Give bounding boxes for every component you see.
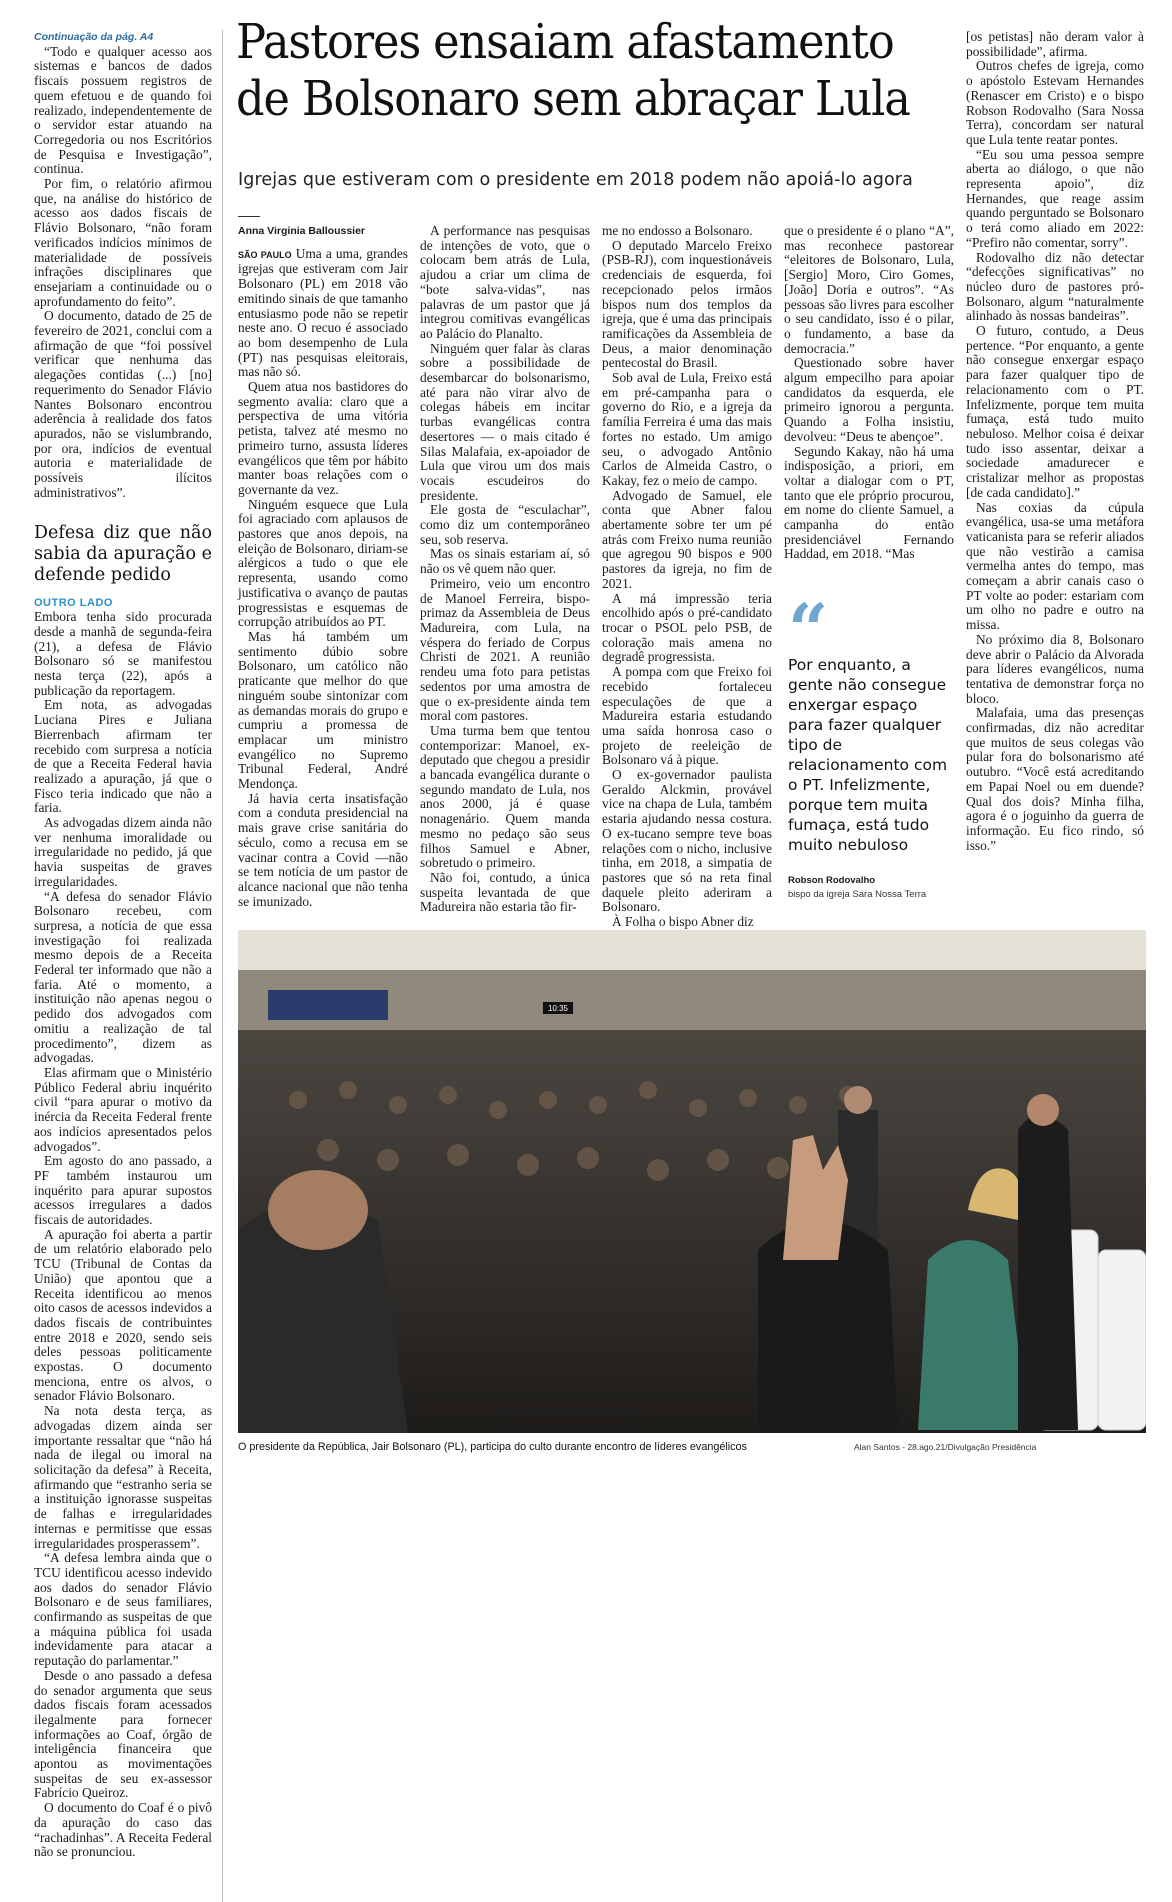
- paragraph: me no endosso a Bolsonaro.: [602, 223, 753, 238]
- photo-illustration: [238, 930, 1146, 1433]
- headline-line-2: de Bolsonaro sem abraçar Lula: [236, 71, 910, 127]
- paragraph: A pompa com que Freixo foi recebido fortaleceu especulações de que a Madureira estaria estudando uma saída honrosa caso o projeto de reeleição de Bolsonaro vá à pique.: [602, 664, 772, 768]
- paragraph: Outros chefes de igreja, como o apóstolo Estevam Hernandes (Renascer em Cristo) e o bispo Robson Rodovalho (Sara Nossa Terra), concordam ser natural que Lula tente reatar pontes.: [966, 58, 1144, 147]
- article-column-3: [602, 224, 772, 930]
- paragraph: Não foi, contudo, a única suspeita levantada de que Madureira não estaria tão fir-: [420, 869, 590, 915]
- paragraph: Segundo Kakay, não há uma indisposição, a priori, em voltar a dialogar com o PT, tanto que ele próprio procurou, em nome do cliente Samuel, a campanha do então presidenciável Fernando Haddad, em 2018. “Mas: [784, 443, 954, 562]
- article-column-1: [238, 224, 408, 909]
- paragraph: O documento, datado de 25 de fevereiro de 2021, conclui com a afirmação de que “foi possível verificar que nenhuma das alegações contidas (...) [no] requerimento do Senador Flávio Nantes Bolsonaro encontrou aderência à realidade dos fatos apurados, não se vislumbrando, por ora, indícios de eventual autoria e materialidade de possíveis ilícitos administrativos”.: [34, 308, 212, 500]
- paragraph: Questionado sobre haver algum empecilho para apoiar candidatos da esquerda, ele primeiro ignorou a pergunta. Quando a Folha insistiu, devolveu: “Deus te abençoe”.: [784, 355, 954, 444]
- paragraph: Ninguém esquece que Lula foi agraciado com aplausos de pastores que anos depois, na eleição de Bolsonaro, diriam-se alérgicos a tudo o que ele representa, usando como justificativa o avanço de pautas progressistas e esquemas de corrupção atribuídos ao PT.: [238, 496, 408, 630]
- byline-rule: [238, 216, 260, 217]
- paragraph: “Todo e qualquer acesso aos sistemas e bancos de dados fiscais possuem registros de quem efetuou e de quando foi realizado, independentemente de o servidor estar atuando na Corregedoria ou nos Escritórios de Pesquisa e Investigação”, continua.: [34, 43, 212, 177]
- pull-quote: Por enquanto, a gente não consegue enxergar espaço para fazer qualquer tipo de relacionamento com o PT. Infelizmente, porque tem muita fumaça, está tudo muito nebuloso: [788, 656, 948, 854]
- paragraph: “Eu sou uma pessoa sempre aberta ao diálogo, o que não representa apoio”, diz Hernandes, que reage assim quando perguntado se Bolsonaro o terá como aliado em 2022: “Prefiro não comentar, sorry”.: [966, 146, 1144, 250]
- photo-credit: Alan Santos - 28.ago.21/Divulgação Presidência: [854, 1442, 1037, 1452]
- paragraph: Mas há também um sentimento dúbio sobre Bolsonaro, um católico não praticante que melhor do que ninguém soube sintonizar com as demandas morais do grupo e cumpriu a promessa de emplacar um ministro evangélico no Supremo Tribunal Federal, André Mendonça.: [238, 628, 408, 792]
- paragraph: Uma turma bem que tentou contemporizar: Manoel, ex-deputado que chegou a presidir a bancada evangélica durante o segundo mandato de Lula, nos anos 2000, já é quase nonagenário. Quem manda mesmo no pedaço são seus filhos Samuel e Abner, sobretudo o primeiro.: [420, 722, 590, 871]
- article-column-2: [420, 224, 590, 915]
- paragraph: O deputado Marcelo Freixo (PSB-RJ), com inquestionáveis credenciais de esquerda, foi recepcionado pelos irmãos bispos num dos templos da igreja, que é uma das principais ramificações da Assembleia de Deus, a maior denominação pentecostal do Brasil.: [602, 237, 772, 371]
- byline: Anna Virginia Balloussier: [238, 225, 366, 237]
- paragraph: que o presidente é o plano “A”, mas reconhece pastorear “eleitores de Bolsonaro, Lula, [Sergio] Moro, Ciro Gomes, [João] Doria e outros”. “As pessoas são livres para escolher o seu candidato, isso é o pilar, o fundamento, a base da democracia.”: [784, 223, 954, 356]
- dateline: SÃO PAULO: [238, 249, 292, 260]
- pull-quote-role: bispo da igreja Sara Nossa Terra: [788, 889, 927, 900]
- paragraph: Sob aval de Lula, Freixo está em pré-campanha para o governo do Rio, e a igreja da família Ferreira é uma das mais fortes no estado. Um amigo seu, o advogado Antônio Carlos de Almeida Castro, o Kakay, fez o meio de campo.: [602, 370, 772, 488]
- headline: [236, 14, 915, 128]
- paragraph: A apuração foi aberta a partir de um relatório elaborado pelo TCU (Tribunal de Contas da União) que apontou que a Receita identificou ao menos oito casos de acessos indevidos a dados fiscais de contribuintes entre 2018 e 2020, sendo seis deles pessoas politicamente expostas. O documento menciona, entre os alvos, o senador Flávio Bolsonaro.: [34, 1226, 212, 1404]
- continuation-note: Continuação da pág. A4: [34, 31, 154, 43]
- paragraph: Rodovalho diz não detectar “defecções significativas” no núcleo duro de pastores pró-Bolsonaro, algum “naturalmente alinhado às nossas bandeiras”.: [966, 249, 1144, 324]
- paragraph: Advogado de Samuel, ele conta que Abner falou abertamente sobre ter um pé atrás com Freixo numa reunião que agregou 90 bispos e 900 pastores da igreja, no fim de 2021.: [602, 487, 772, 591]
- quote-mark-icon: “: [788, 588, 829, 671]
- paragraph: Mas os sinais estariam aí, só não os vê quem não quer.: [420, 546, 590, 577]
- paragraph: Em agosto do ano passado, a PF também instaurou um inquérito para apurar supostos acessos irregulares a dados fiscais de autoridades.: [34, 1153, 212, 1228]
- paragraph: Quem atua nos bastidores do segmento avalia: claro que a perspectiva de uma vitória petista, talvez até mesmo no primeiro turno, assusta líderes evangélicos que têm por hábito manter boas relações com o governante da vez.: [238, 379, 408, 497]
- paragraph: Embora tenha sido procurada desde a manhã de segunda-feira (21), a defesa de Flávio Bolsonaro só se manifestou nesta terça (22), após a publicação da reportagem.: [34, 609, 212, 698]
- headline-line-1: Pastores ensaiam afastamento: [236, 14, 894, 70]
- paragraph: Primeiro, veio um encontro de Manoel Ferreira, bispo-primaz da Assembleia de Deus Madureira, com Lula, na véspera do feriado de Corpus Christi de 2021. A reunião rendeu uma foto para petistas sedentos por uma amostra de que o ex-presidente ainda tem moral com pastores.: [420, 575, 590, 724]
- paragraph: Ele gosta de “esculachar”, como diz um contemporâneo seu, sob reserva.: [420, 502, 590, 547]
- paragraph: Ninguém quer falar às claras sobre a possibilidade de desembarcar do bolsonarismo, até para não virar alvo de colegas hábeis em incitar turbas evangélicas contra desertores — o mais citado é Silas Malafaia, ex-apoiador de Lula que virou um dos mais vocais escudeiros do presidente.: [420, 340, 590, 503]
- paragraph: Elas afirmam que o Ministério Público Federal abriu inquérito civil “para apurar o motivo da inércia da Receita Federal frente aos indícios apresentados pelos advogados”.: [34, 1065, 212, 1154]
- left-paragraphs: [34, 45, 212, 501]
- paragraph: A má impressão teria encolhido após o pré-candidato trocar o PSOL pelo PSB, de coloração mais amena no degradê progressista.: [602, 590, 772, 665]
- paragraph-text: Uma a uma, grandes igrejas que estiveram com Jair Bolsonaro (PL) em 2018 vão emitindo sinais de que tamanho entusiasmo pode não se repetir neste ano. O recuo é associado ao bom desempenho de Lula (PT) nas pesquisas eleitorais, mas não só.: [238, 245, 409, 380]
- paragraph: Já havia certa insatisfação com a conduta presidencial na mais grave crise sanitária do século, como a recusa em se vacinar contra a Covid —não se tem notícia de um pastor de alcance nacional que não tenha se imunizado.: [238, 790, 408, 909]
- paragraph: O ex-governador paulista Geraldo Alckmin, provável vice na chapa de Lula, também estaria ajudando nessa costura. O ex-tucano sempre teve boas relações com o nicho, inclusive tinha, em 2018, a simpatia de pastores que só na reta final daquele pleito aderiram a Bolsonaro.: [602, 767, 772, 915]
- paragraph: As advogadas dizem ainda não ver nenhuma imoralidade ou irregularidade no pedido, já que havia suspeitas de graves irregularidades.: [34, 815, 212, 889]
- paragraph: À Folha o bispo Abner diz: [612, 914, 754, 930]
- article-column-4: [784, 224, 954, 562]
- deck: Igrejas que estiveram com o presidente em 2018 podem não apoiá-lo agora: [238, 170, 913, 190]
- photo-clock-display: 10:35: [547, 1004, 569, 1013]
- paragraph: Em nota, as advogadas Luciana Pires e Juliana Bierrenbach afirmam ter recebido com surpresa a notícia de que a Receita Federal havia realizado a apuração, já que o Fisco teria indicado que não a faria.: [34, 697, 212, 816]
- paragraph: Nas coxias da cúpula evangélica, usa-se uma metáfora vaticanista para se referir aliados que não vestirão a camisa vermelha antes do tempo, mas começam a abrir canais caso o PT volte ao poder: estariam com um olho no padre e outro na missa.: [966, 499, 1144, 633]
- paragraph: [os petistas] não deram valor à possibilidade”, afirma.: [966, 29, 1144, 59]
- article-column-5: [966, 30, 1144, 853]
- paragraph: Na nota desta terça, as advogadas dizem ainda ser importante ressaltar que “não há nada de ilegal ou imoral na solicitação da defesa” à Receita, afirmando que “estranho seria se a instituição ignorasse suspeitas de falhas e irregularidades internas e permitisse que essas irregularidades prosperassem”.: [34, 1403, 212, 1551]
- outro-lado-label: OUTRO LADO: [34, 596, 113, 609]
- paragraph: Malafaia, uma das presenças confirmadas, diz não acreditar que muitos de seus colegas vão pular fora do bolsonarismo até outubro. “Você está acreditando em Papai Noel ou em duende? Qual dos dois? Minha filha, agora é o joguinho da guerra de informação. Eu fico rindo, só isso.”: [966, 705, 1144, 853]
- paragraph: Desde o ano passado a defesa do senador argumenta que seus dados fiscais foram acessados ilegalmente para fornecer informações ao Coaf, órgão de inteligência financeira que apontou as movimentações suspeitas de seu ex-assessor Fabrício Queiroz.: [34, 1667, 212, 1801]
- paragraph: O futuro, contudo, a Deus pertence. “Por enquanto, a gente não consegue enxergar espaço para fazer qualquer tipo de relacionamento com o PT. Infelizmente, porque tem muita fumaça, está tudo muito nebuloso. Melhor coisa é deixar tudo isso assentar, deixar a sociedade amadurecer e cristalizar melhor as propostas [de cada candidato].”: [966, 323, 1144, 500]
- article-photo: [238, 930, 1146, 1433]
- paragraph: “A defesa lembra ainda que o TCU identificou acesso indevido aos dados do senador Flávio Bolsonaro e de seus familiares, confirmando as suspeitas de que a máquina pública foi usada indevidamente para atacar a reputação do parlamentar.”: [34, 1550, 212, 1669]
- column-divider: [222, 30, 223, 1902]
- pull-quote-author: Robson Rodovalho: [788, 875, 876, 886]
- paragraph: A performance nas pesquisas de intenções de voto, que o colocam bem atrás de Lula, ajudou a criar um clima de “bote salva-vidas”, nas palavras de um pastor que já integrou comitivas evangélicas ao Palácio do Planalto.: [420, 223, 590, 341]
- photo-caption: O presidente da República, Jair Bolsonaro (PL), participa do culto durante encontro de líderes evangélicos: [238, 1441, 747, 1453]
- side-headline: Defesa diz que não sabia da apuração e defende pedido: [34, 522, 212, 585]
- paragraph: Por fim, o relatório afirmou que, na análise do histórico de acesso aos dados fiscais de Flávio Bolsonaro, “não foram verificados indícios mínimos de materialidade de possíveis infrações disciplinares que ensejariam a continuidade ou o aprofundamento do feito”.: [34, 176, 212, 309]
- paragraph: O documento do Coaf é o pivô da apuração do caso das “rachadinhas”. A Receita Federal não se pronunciou.: [34, 1800, 212, 1860]
- paragraph: [238, 247, 408, 380]
- left-column: [34, 30, 212, 1860]
- paragraph: “A defesa do senador Flávio Bolsonaro recebeu, com surpresa, a notícia de que essa investigação foi realizada mesmo depois de a Receita Federal ter informado que não a faria. Até o momento, a instituição não apenas negou o pedido dos advogados com omitiu a realização de tal procedimento”, dizem as advogadas.: [34, 888, 212, 1066]
- left-paragraphs-2: [34, 610, 212, 1860]
- paragraph: No próximo dia 8, Bolsonaro deve abrir o Palácio da Alvorada para líderes evangélicos, numa tentativa de demonstrar força no bloco.: [966, 631, 1144, 706]
